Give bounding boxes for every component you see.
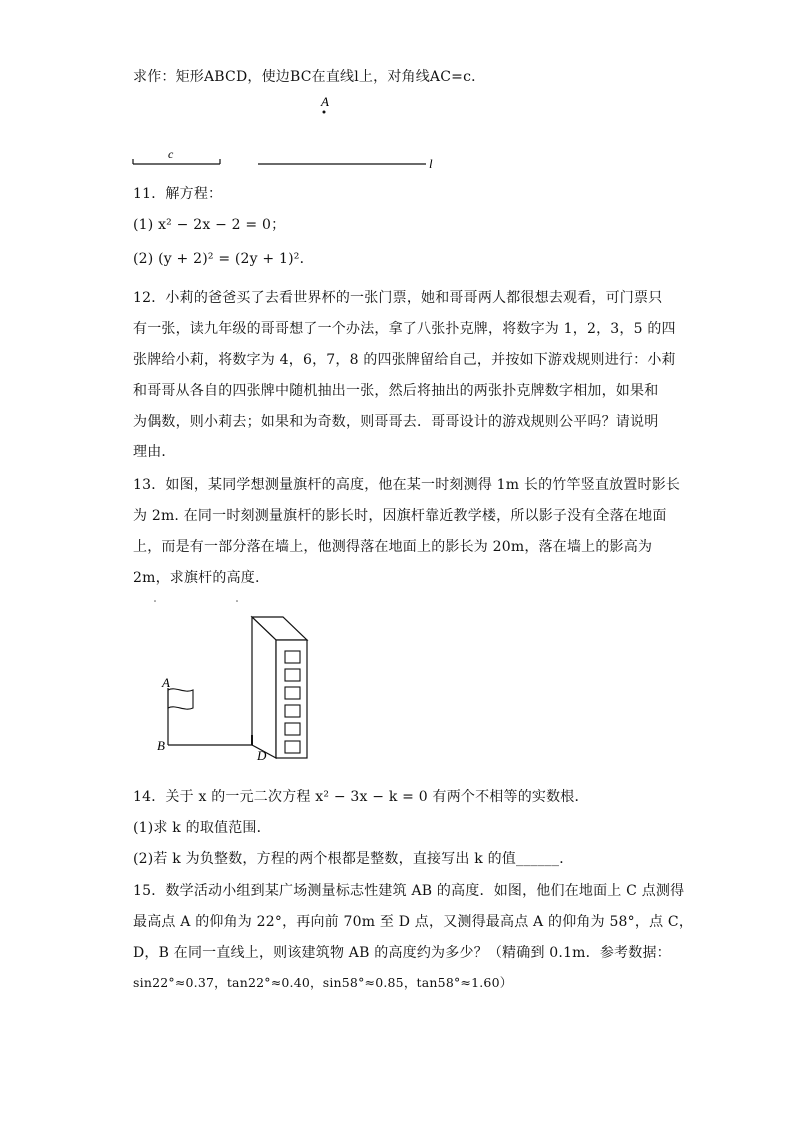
q15-line-3: D，B 在同一直线上，则该建筑物 AB 的高度约为多少？（精确到 0.1m．参考数据： [133, 945, 671, 961]
q13-line-2: 为 2m. 在同一时刻测量旗杆的影长时，因旗杆靠近教学楼，所以影子没有全落在地面 [133, 508, 667, 524]
q14-heading: 14．关于 x 的一元二次方程 x² − 3x − k = 0 有两个不相等的实数根． [133, 789, 589, 805]
segment-c-label: c [168, 147, 174, 161]
q15-line-4: sin22°≈0.37，tan22°≈0.40，sin58°≈0.85，tan58°≈1.60） [133, 975, 513, 990]
q13-line-4: 2m，求旗杆的高度. [133, 570, 260, 586]
flag [168, 689, 193, 709]
q12-line-4: 和哥哥从各自的四张牌中随机抽出一张，然后将抽出的两张扑克牌数字相加，如果和 [133, 383, 659, 399]
q15-line-1: 15．数学活动小组到某广场测量标志性建筑 AB 的高度．如图，他们在地面上 C 点测得 [133, 883, 685, 899]
q10-figure [0, 90, 794, 270]
stray-dot-1 [154, 600, 156, 602]
q11-heading: 11．解方程： [133, 186, 223, 202]
label-d: D [257, 748, 267, 763]
q12-line-5: 为偶数，则小莉去；如果和为奇数，则哥哥去．哥哥设计的游戏规则公平吗？请说明 [133, 414, 659, 430]
label-b: B [157, 738, 165, 753]
point-a-dot [323, 111, 326, 114]
line-l-label: l [429, 156, 433, 171]
building-side [252, 617, 276, 758]
q13-line-3: 上，而是有一部分落在墙上，他测得落在地面上的影长为 20m，落在墙上的影高为 [133, 539, 653, 555]
q12-line-6: 理由． [133, 444, 176, 460]
q12-line-3: 张牌给小莉，将数字为 4，6，7，8 的四张牌留给自己，并按如下游戏规则进行：小莉 [133, 352, 676, 368]
q12-line-2: 有一张，读九年级的哥哥想了一个办法，拿了八张扑克牌，将数字为 1，2，3，5 的四 [133, 321, 676, 337]
q10-statement: 求作：矩形ABCD，使边BC在直线l上，对角线AC=c． [133, 69, 486, 85]
q14-part1: (1)求 k 的取值范围． [133, 820, 271, 836]
label-a: A [162, 675, 170, 690]
q11-part2: (2) (y + 2)² = (2y + 1)²． [133, 251, 314, 267]
q13-figure [0, 595, 794, 765]
point-a-label: A [321, 94, 329, 109]
q13-line-1: 13．如图，某同学想测量旗杆的高度，他在某一时刻测得 1m 长的竹竿竖直放置时影长 [133, 477, 681, 493]
stray-dot-2 [236, 600, 238, 602]
q12-line-1: 12．小莉的爸爸买了去看世界杯的一张门票，她和哥哥两人都很想去观看，可门票只 [133, 290, 663, 306]
q15-line-2: 最高点 A 的仰角为 22°，再向前 70m 至 D 点，又测得最高点 A 的仰角为 58°，点 C， [133, 914, 694, 930]
q14-part2: (2)若 k 为负整数，方程的两个根都是整数，直接写出 k 的值______． [133, 851, 574, 867]
q11-part1: (1) x² − 2x − 2 = 0； [133, 217, 286, 233]
